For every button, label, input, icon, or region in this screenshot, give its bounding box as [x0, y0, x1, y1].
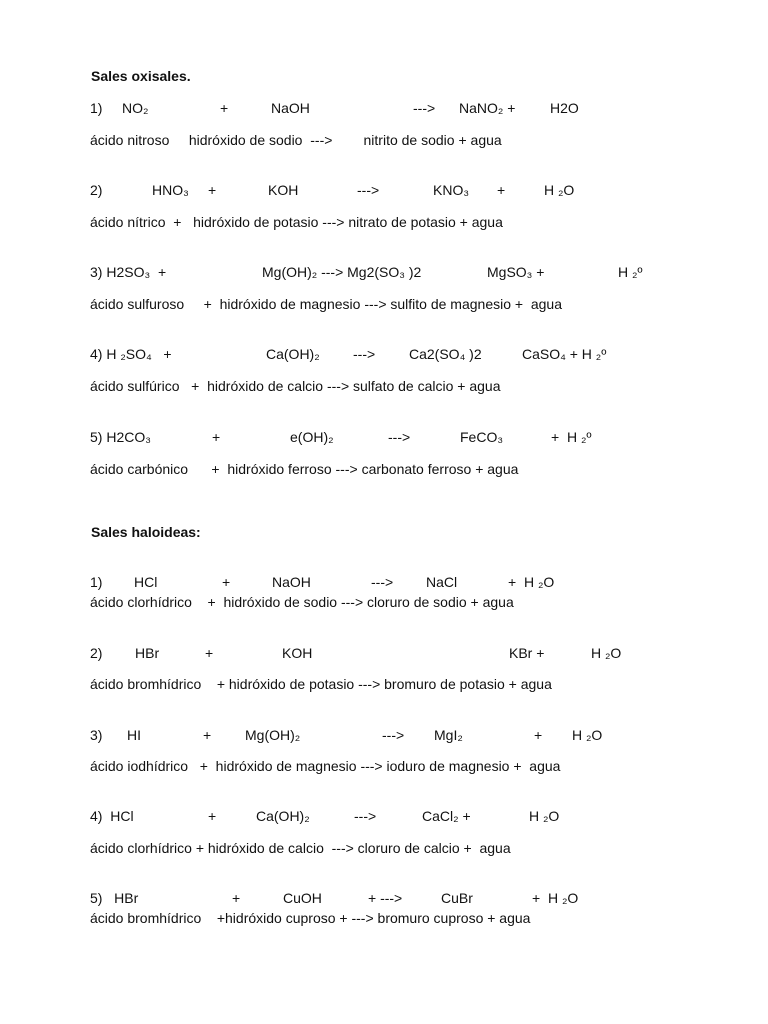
- oxi-desc-3: ácido sulfuroso + hidróxido de magnesio ---> sulfito de magnesio + agua: [90, 296, 562, 312]
- formula-term: 5) H2CO₃: [90, 429, 151, 445]
- halo-formula-3: [0, 727, 768, 747]
- oxi-formula-2: [0, 182, 768, 202]
- formula-term: H ₂O: [544, 182, 575, 198]
- formula-term: CuOH: [283, 890, 322, 906]
- formula-term: --->: [353, 346, 376, 362]
- formula-term: +: [208, 182, 217, 198]
- formula-term: NaCl: [426, 574, 458, 590]
- formula-term: H ₂º: [618, 264, 643, 280]
- halo-desc-3: ácido iodhídrico + hidróxido de magnesio ---> ioduro de magnesio + agua: [90, 758, 561, 774]
- formula-term: MgI₂: [434, 727, 463, 743]
- formula-term: 2): [90, 182, 103, 198]
- formula-term: HCl: [134, 574, 158, 590]
- formula-term: Ca(OH)₂: [256, 808, 310, 824]
- formula-term: --->: [413, 100, 436, 116]
- halo-desc-5: ácido bromhídrico +hidróxido cuproso + ---> bromuro cuproso + agua: [90, 910, 531, 926]
- formula-term: Mg(OH)₂: [245, 727, 301, 743]
- formula-term: NaNO₂ +: [459, 100, 516, 116]
- formula-term: Mg(OH)₂ ---> Mg2(SO₃ )2: [262, 264, 422, 280]
- oxi-formula-3: [0, 264, 768, 284]
- formula-term: NaOH: [271, 100, 310, 116]
- oxi-desc-4: ácido sulfúrico + hidróxido de calcio ---> sulfato de calcio + agua: [90, 378, 501, 394]
- formula-term: 4) H ₂SO₄ +: [90, 346, 172, 362]
- formula-term: Ca(OH)₂: [266, 346, 320, 362]
- formula-term: --->: [382, 727, 405, 743]
- formula-term: 5) HBr: [90, 890, 139, 906]
- oxi-desc-2: ácido nítrico + hidróxido de potasio ---> nitrato de potasio + agua: [90, 214, 503, 230]
- formula-term: H ₂O: [529, 808, 560, 824]
- formula-term: CuBr: [441, 890, 473, 906]
- formula-term: +: [232, 890, 241, 906]
- formula-term: Ca2(SO₄ )2: [409, 346, 482, 362]
- formula-term: KBr +: [509, 645, 545, 661]
- halo-desc-2: ácido bromhídrico + hidróxido de potasio ---> bromuro de potasio + agua: [90, 676, 552, 692]
- halo-formula-1: [0, 574, 768, 594]
- oxi-formula-1: [0, 100, 768, 120]
- formula-term: +: [534, 727, 543, 743]
- formula-term: --->: [371, 574, 394, 590]
- formula-term: KOH: [282, 645, 313, 661]
- formula-term: KNO₃: [433, 182, 470, 198]
- formula-term: + --->: [368, 890, 403, 906]
- formula-term: 1): [90, 574, 103, 590]
- formula-term: +: [205, 645, 214, 661]
- oxi-desc-1: ácido nitroso hidróxido de sodio ---> nitrito de sodio + agua: [90, 132, 502, 148]
- formula-term: MgSO₃ +: [487, 264, 545, 280]
- halo-desc-4: ácido clorhídrico + hidróxido de calcio ---> cloruro de calcio + agua: [90, 840, 511, 856]
- formula-term: NO₂: [122, 100, 149, 116]
- formula-term: 3) H2SO₃ +: [90, 264, 167, 280]
- formula-term: CaCl₂ +: [422, 808, 471, 824]
- formula-term: 4) HCl: [90, 808, 134, 824]
- halo-formula-2: [0, 645, 768, 665]
- halo-formula-5: [0, 890, 768, 910]
- formula-term: +: [203, 727, 212, 743]
- formula-term: 2): [90, 645, 103, 661]
- formula-term: +: [208, 808, 217, 824]
- oxi-formula-4: [0, 346, 768, 366]
- formula-term: --->: [354, 808, 377, 824]
- oxi-desc-5: ácido carbónico + hidróxido ferroso ---> carbonato ferroso + agua: [90, 461, 519, 477]
- formula-term: 3): [90, 727, 103, 743]
- formula-term: + H ₂º: [551, 429, 592, 445]
- formula-term: KOH: [268, 182, 299, 198]
- formula-term: CaSO₄ + H ₂º: [522, 346, 607, 362]
- heading-sales-oxisales: Sales oxisales.: [91, 68, 191, 84]
- formula-term: H ₂O: [591, 645, 622, 661]
- formula-term: +: [212, 429, 221, 445]
- heading-sales-haloideas: Sales haloideas:: [91, 524, 201, 540]
- formula-term: --->: [357, 182, 380, 198]
- formula-term: 1): [90, 100, 103, 116]
- formula-term: +: [222, 574, 231, 590]
- halo-desc-1: ácido clorhídrico + hidróxido de sodio ---> cloruro de sodio + agua: [90, 594, 514, 610]
- formula-term: H ₂O: [572, 727, 603, 743]
- formula-term: --->: [388, 429, 411, 445]
- formula-term: +: [497, 182, 506, 198]
- formula-term: e(OH)₂: [290, 429, 334, 445]
- formula-term: + H ₂O: [532, 890, 579, 906]
- oxi-formula-5: [0, 429, 768, 449]
- formula-term: HNO₃: [152, 182, 189, 198]
- formula-term: HI: [127, 727, 141, 743]
- formula-term: HBr: [135, 645, 160, 661]
- formula-term: NaOH: [272, 574, 311, 590]
- formula-term: FeCO₃: [460, 429, 504, 445]
- formula-term: H2O: [550, 100, 579, 116]
- halo-formula-4: [0, 808, 768, 828]
- formula-term: +: [220, 100, 229, 116]
- formula-term: + H ₂O: [508, 574, 555, 590]
